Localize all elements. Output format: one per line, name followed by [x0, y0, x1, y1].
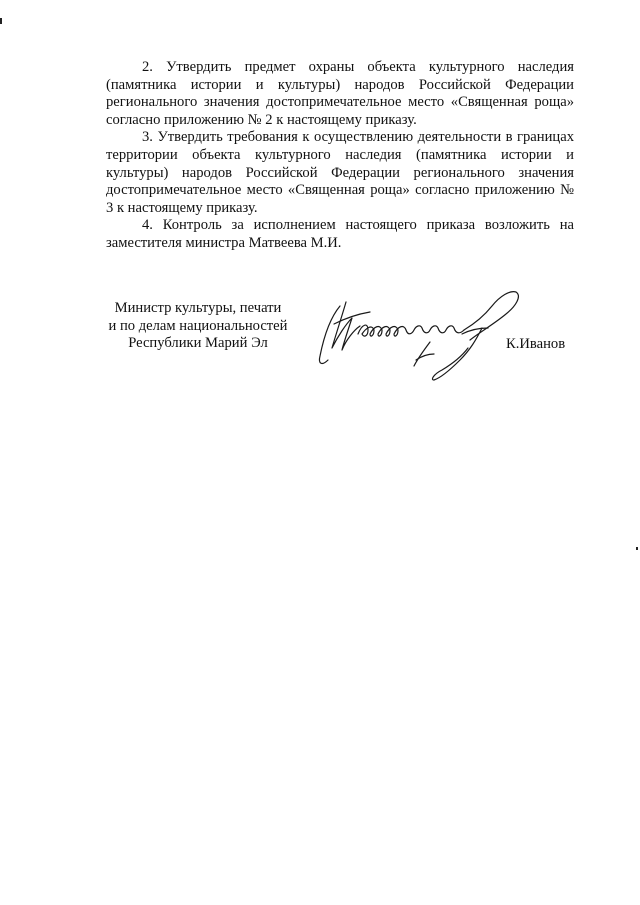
paragraph-item-2: 2. Утвердить предмет охраны объекта культурного наследия (памятника истории и культуры) народов Российской Федерации регионального значения достопримечательное место «Священная роща» согласно приложению № 2 к настоящему приказу.	[106, 59, 574, 128]
signatory-title	[102, 300, 294, 353]
scan-artifact-mark	[0, 18, 2, 24]
document-body	[106, 59, 574, 253]
signer-name: К.Иванов	[506, 336, 566, 352]
paragraph-item-4: 4. Контроль за исполнением настоящего приказа возложить на заместителя министра Матвеева М.И.	[106, 217, 574, 251]
signatory-title-line: и по делам национальностей	[108, 317, 288, 334]
handwritten-signature	[312, 284, 534, 382]
paragraph-item-3: 3. Утвердить требования к осуществлению деятельности в границах территории объекта культурного наследия (памятника истории и культуры) народов Российской Федерации регионального значения достопримечательное место «Священная роща» согласно приложению № 3 к настоящему приказу.	[106, 129, 574, 216]
signatory-title-line: Министр культуры, печати	[114, 300, 282, 316]
signatory-title-line: Республики Марий Эл	[128, 335, 268, 352]
scan-artifact-mark	[636, 547, 638, 550]
